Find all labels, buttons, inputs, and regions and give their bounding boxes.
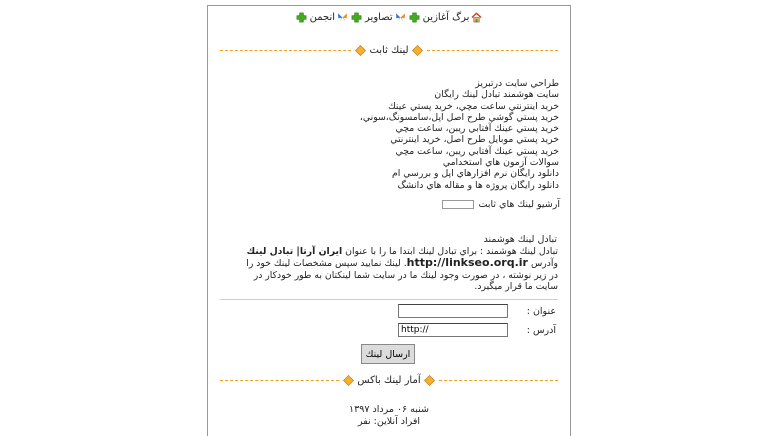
fixed-links-header — [220, 44, 558, 56]
plus-icon — [296, 12, 307, 23]
diamond-icon — [412, 45, 423, 56]
stats-block — [208, 404, 570, 428]
site-name: ايران آرتا| تبادل لينك — [246, 246, 343, 257]
archive-select[interactable] — [442, 200, 474, 209]
fixed-link-item[interactable]: طراحي سايت درتبريز — [475, 78, 559, 89]
fixed-link-item[interactable]: سوالات آزمون هاي استخدامي — [442, 157, 559, 169]
exchange-instructions: تبادل لينك هوشمند : براي تبادل لينك ابتدا ما را با عنوان ايران آرتا| تبادل لينك وآدرس http://linkseo.orq.ir. لينك نماييد سپس مشخصات لينك خود را در زير نوشته ، در صورت وجود لينك ما در سايت شما لينكتان به طور خودكار در سايت ما قرار ميگيرد. — [246, 246, 558, 292]
plus-icon — [409, 12, 420, 23]
fixed-links-title: لينك ثابت — [369, 44, 409, 56]
address-row — [398, 323, 556, 337]
butterfly-icon — [395, 12, 406, 23]
fixed-link-item[interactable]: سايت هوشمند تبادل لينك رايگان — [434, 89, 559, 101]
fixed-links-list — [219, 78, 559, 191]
dashed-divider — [439, 380, 558, 381]
address-input[interactable] — [398, 323, 508, 337]
stats-header — [220, 374, 558, 386]
fixed-link-item[interactable]: دانلود رايگان پروژه ها و مقاله هاي دانشگ — [397, 179, 559, 191]
fixed-link-item[interactable]: خريد پستي گوشي طرح اصل اپل،سامسونگ،سوني، — [359, 111, 559, 123]
nav-home[interactable] — [423, 12, 483, 23]
fixed-link-item[interactable]: دانلود رايگان نرم افزارهاي اپل و بررسي ام — [392, 168, 559, 180]
title-label: عنوان : — [526, 305, 556, 317]
diamond-icon — [424, 375, 435, 386]
home-icon — [471, 12, 482, 23]
exchange-title: تبادل لينك هوشمند — [483, 234, 557, 245]
dashed-divider — [220, 380, 339, 381]
butterfly-icon — [337, 12, 348, 23]
stats-title: آمار لينك باكس — [357, 374, 421, 386]
title-input[interactable] — [398, 304, 508, 318]
site-url: http://linkseo.orq.ir — [406, 256, 528, 270]
fixed-link-item[interactable]: خريد پستي عينك آفتابي ريبن، ساعت مچي — [395, 145, 559, 157]
link-box-panel — [207, 5, 571, 436]
archive-link[interactable]: آرشيو لينك هاي ثابت — [478, 199, 560, 210]
form-divider — [220, 299, 558, 300]
address-label: آدرس : — [526, 324, 556, 336]
nav-images[interactable] — [365, 12, 406, 23]
stats-online: افراد آنلاين: نفر — [357, 416, 421, 427]
dashed-divider — [220, 50, 351, 51]
stats-date: شنبه ۰۶ مرداد ۱۳۹۷ — [349, 404, 429, 415]
nav-home-label: برگ آغازين — [422, 12, 470, 23]
title-row — [398, 304, 556, 318]
diamond-icon — [355, 45, 366, 56]
fixed-link-item[interactable]: خريد پستي موبايل طرح اصل، خريد اينترنتي — [390, 134, 559, 146]
diamond-icon — [343, 375, 354, 386]
fixed-link-item[interactable]: خريد اينترنتي ساعت مچي، خريد پستي عينك — [388, 100, 559, 112]
nav-images-label: تصاوير — [365, 12, 393, 23]
submit-link-button[interactable]: ارسال لينك — [361, 344, 415, 364]
dashed-divider — [427, 50, 558, 51]
nav-forum-label: انجمن — [309, 12, 336, 23]
fixed-link-item[interactable]: خريد پستي عينك آفتابي ريبن، ساعت مچي — [395, 123, 559, 135]
top-nav — [208, 12, 570, 23]
nav-forum[interactable] — [310, 12, 348, 23]
archive-row — [442, 199, 560, 210]
plus-icon — [351, 12, 362, 23]
